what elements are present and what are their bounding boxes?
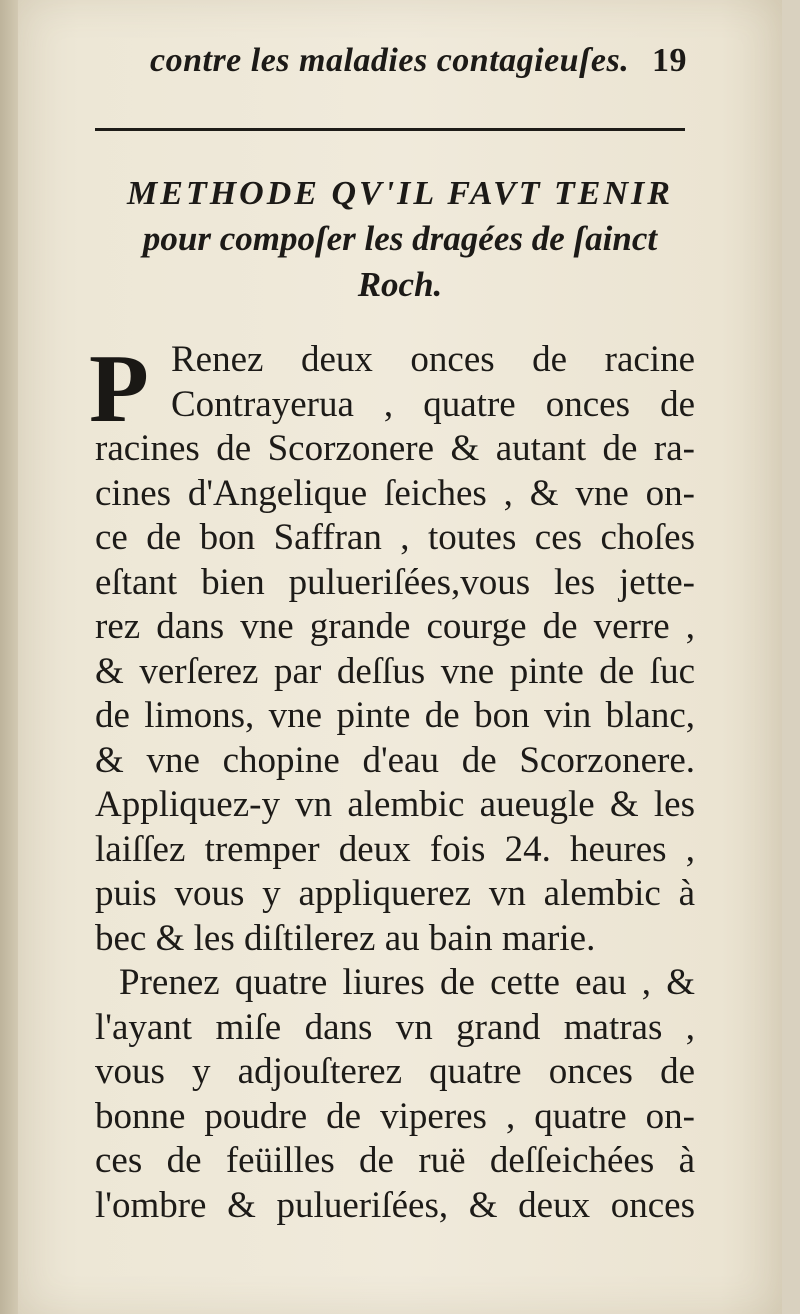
text-line: bec & les diſtilerez au bain marie. xyxy=(95,917,596,959)
text-line: l'ombre & pulueriſées, & deux onces xyxy=(95,1184,695,1226)
text-line: puis vous y appliquerez vn alembic à xyxy=(95,873,695,914)
heading-line-2: pour compoſer les dragées de ſainct xyxy=(142,219,658,258)
text-line: ces de feüilles de ruë deſſeichées à xyxy=(95,1140,695,1181)
text-line: bonne poudre de viperes , quatre on- xyxy=(95,1095,695,1137)
drop-cap: P xyxy=(89,335,149,443)
text-line: Renez deux onces de racine xyxy=(171,339,695,380)
text-line: vous y adjouſterez quatre onces de xyxy=(95,1051,695,1092)
page-number: 19 xyxy=(652,42,687,79)
heading-line-1: METHODE QV'IL FAVT TENIR xyxy=(127,175,673,212)
text-line: laiſſez tremper deux fois 24. heures , xyxy=(95,828,695,870)
text-line: cines d'Angelique ſeiches , & vne on- xyxy=(95,472,695,514)
text-line: l'ayant miſe dans vn grand matras , xyxy=(95,1006,695,1048)
text-line: ce de bon Saffran , toutes ces choſes xyxy=(95,517,695,558)
section-heading xyxy=(80,172,720,308)
text-line: de limons, vne pinte de bon vin blanc, xyxy=(95,695,695,736)
running-head-title: contre les maladies contagieuſes. xyxy=(150,42,630,79)
text-line: Appliquez-y vn alembic aueugle & les xyxy=(95,784,695,825)
heading-line-3: Roch. xyxy=(357,265,443,304)
header-rule xyxy=(95,128,685,131)
text-line: & vne chopine d'eau de Scorzonere. xyxy=(95,739,695,781)
text-line: Prenez quatre liures de cette eau , & xyxy=(119,962,695,1003)
text-line: & verſerez par deſſus vne pinte de ſuc xyxy=(95,650,695,692)
text-line: racines de Scorzonere & autant de ra- xyxy=(95,428,695,469)
body-text xyxy=(89,335,695,1228)
running-head xyxy=(150,42,710,80)
text-line: rez dans vne grande courge de verre , xyxy=(95,606,695,647)
text-line: eſtant bien pulueriſées,vous les jette- xyxy=(95,561,695,603)
text-line: Contrayerua , quatre onces de xyxy=(171,383,695,425)
